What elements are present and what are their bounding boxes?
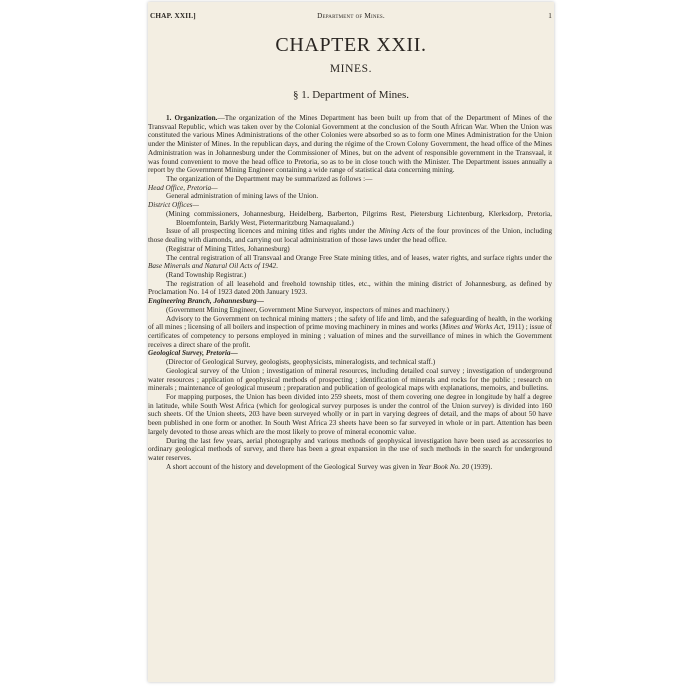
- organization-label: 1. Organization.: [166, 114, 218, 122]
- district-issue-text-b: Mining Acts: [378, 227, 415, 236]
- chapter-title: CHAPTER XXII.: [275, 34, 427, 56]
- account-text-b: Year Book No. 20: [418, 462, 470, 471]
- account-paragraph: [148, 463, 552, 472]
- central-registration-paragraph: [148, 254, 552, 271]
- summary-line: The organization of the Department may be summarized as follows :—: [166, 175, 373, 184]
- book-page: [148, 2, 554, 682]
- engineering-text-b: Mines and Works Act: [442, 323, 504, 332]
- account-text-c: (1939).: [469, 462, 493, 471]
- engineering-list: (Government Mining Engineer, Government Mine Surveyor, inspectors of mines and machinery.): [166, 305, 450, 314]
- aerial-paragraph: During the last few years, aerial photography and various methods of geophysical investigation have been used as accessories to ordinary geological methods of survey, and there has been a great expansion in the use of such methods in the search for underground water reserves.: [148, 436, 552, 463]
- running-head: [148, 12, 554, 24]
- organization-text: —The organization of the Mines Department has been built up from that of the Department of Mines of the Transvaal Republic, which was taken over by the Colonial Government at the conclusion of the South African War. When the Union was constituted the various Mines Administrations of the other Colonies were absorbed so as to form one Mines Administration for the Union under the Minister of Mines. In the republican days, and during the régime of the Crown Colony Government, the head office of the Mines Administration was in Johannesburg under the Commissioner of Mines, but on the advent of responsible government in the Transvaal, it was found convenient to move the head office to Pretoria, so as to be in close touch with the Minister. The Department issues annually a report by the Government Mining Engineer containing a wide range of statistical data concerning mining.: [148, 114, 553, 175]
- district-issue-text-a: Issue of all prospecting licences and mining titles and rights under the: [166, 227, 379, 236]
- page-number: 1: [548, 12, 552, 20]
- mapping-paragraph: For mapping purposes, the Union has been divided into 259 sheets, most of them covering one degree in longitude by half a degree in latitude, while South West Africa (which for geological survey purposes is under the control of the Union survey) is divided into 160 such sheets. Of the Union sheets, 203 have been surveyed wholly or in part in varying degrees of detail, and the maps of about 50 have been published in one form or another. In South West Africa 23 sheets have been so far surveyed in whole or in part. Attention has been largely devoted to those areas which are the most likely to prove of mineral economic value.: [148, 393, 552, 436]
- geological-heading: Geological Survey, Pretoria—: [148, 349, 238, 358]
- body-text: [148, 114, 552, 471]
- account-text-a: A short account of the history and development of the Geological Survey was given in: [166, 462, 419, 471]
- district-offices-list: (Mining commissioners, Johannesburg, Heidelberg, Barberton, Pilgrims Rest, Pietersburg Lichtenburg, Klerksdorp, Pretoria, Bloemfontein, Barkly West, Pietermaritzburg Namaqualand.): [166, 209, 552, 227]
- engineering-heading: Engineering Branch, Johannesburg—: [148, 297, 264, 306]
- geological-survey-paragraph: Geological survey of the Union ; investigation of mineral resources, including detailed coal survey ; investigation of underground water resources ; application of geophysical methods of prospecting ; identification of minerals and rocks for the public ; research on minerals ; maintenance of geological museum ; preparation and publication of geological maps with explanations, memoirs, and bulletins.: [148, 366, 552, 393]
- central-text-c: .: [276, 262, 278, 271]
- running-head-chapter: CHAP. XXII.]: [150, 12, 196, 20]
- chapter-subtitle: MINES.: [329, 63, 373, 75]
- rand-registrar-line: (Rand Township Registrar.): [166, 270, 247, 279]
- engineering-paragraph: [148, 315, 552, 350]
- district-issue-paragraph: [148, 227, 552, 244]
- central-text-b: Base Minerals and Natural Oil Acts of 1942: [148, 262, 277, 271]
- head-office-text: General administration of mining laws of the Union.: [166, 192, 319, 201]
- running-head-title: Department of Mines.: [317, 12, 385, 20]
- registrar-line: (Registrar of Mining Titles, Johannesburg): [166, 244, 290, 253]
- engineering-text-a: Advisory to the Government on technical mining matters ; the safety of life and limb, and the safeguarding of health, in the working of all mines ; licensing of all boilers and inspection of prime moving machinery in mines and works (: [148, 314, 552, 332]
- section-title: § 1. Department of Mines.: [292, 89, 410, 101]
- central-text-a: The central registration of all Transvaal and Orange Free State mining titles, and of leases, water rights, and surface rights under the: [166, 253, 552, 262]
- geological-list: (Director of Geological Survey, geologists, geophysicists, mineralogists, and technical staff.): [166, 358, 436, 367]
- district-offices-heading: District Offices—: [148, 201, 199, 210]
- organization-paragraph: [148, 114, 552, 175]
- engineering-text-c: , 1911) ; issue of certificates of competency to persons employed in mining ; valuation of mines and the surveillance of mines in which the Government receives a direct share of the profit.: [148, 323, 553, 349]
- district-issue-text-c: of the four provinces of the Union, including those dealing with diamonds, and carrying out local administration of those laws under the head office.: [148, 227, 552, 245]
- head-office-heading: Head Office, Pretoria—: [148, 183, 218, 192]
- township-registration-paragraph: The registration of all leasehold and freehold township titles, etc., within the mining district of Johannesburg, as defined by Proclamation No. 14 of 1923 dated 20th January 1923.: [148, 279, 552, 297]
